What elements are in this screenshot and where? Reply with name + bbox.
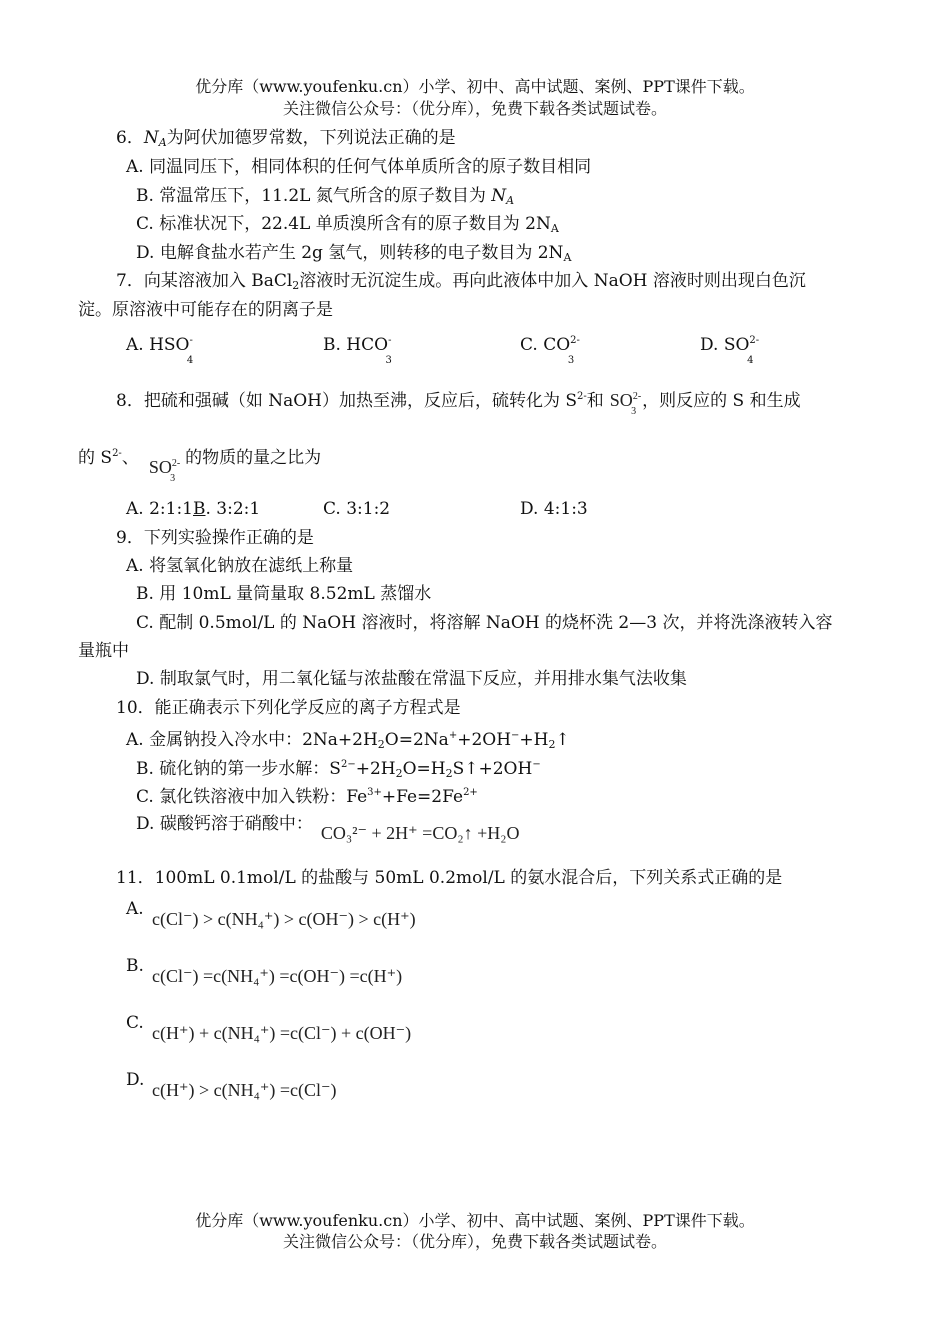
q9-option-c-line-2: 量瓶中 bbox=[78, 641, 129, 661]
q10-option-a: A. 金属钠投入冷水中：$2Na+2H_2O=2Na^++2OH^-+H_2↑$ bbox=[126, 730, 570, 751]
q11-option-d-label: D. bbox=[126, 1070, 145, 1090]
q8-option-a-b: A. 2:1:1B. 3:2:1 bbox=[126, 499, 261, 519]
q8-stem-line-2: 的 $S^{2-}$、 $SO^{2-}_3$的物质的量之比为 bbox=[78, 448, 322, 484]
q11-option-a-label: A. bbox=[126, 899, 144, 919]
q9-option-a: A. 将氢氧化钠放在滤纸上称量 bbox=[126, 556, 354, 576]
q6-option-d: D. 电解食盐水若产生 2g 氢气，则转移的电子数目为 $2N_A$ bbox=[136, 243, 572, 264]
q9-option-c-line-1: C. 配制 0.5mol/L 的 NaOH 溶液时，将溶解 NaOH 的烧杯洗 2—3 次，并将洗涤液转入容 bbox=[136, 613, 833, 633]
q7-stem-line-1: 7．向某溶液加入 BaCl$_2$溶液时无沉淀生成。再向此液体中加入 NaOH 溶液时则出现白色沉 bbox=[116, 271, 806, 292]
q6-option-a: A. 同温同压下，相同体积的任何气体单质所含的原子数目相同 bbox=[126, 157, 592, 177]
q7-option-b: B. $HCO^-_3$ bbox=[323, 335, 392, 366]
q10-option-b: B. 硫化钠的第一步水解：$S^{2-}+2H_2O=H_2S↑+2OH^-$ bbox=[136, 759, 541, 780]
q7-option-d: D. $SO^{2-}_4$ bbox=[700, 335, 760, 366]
footer-line-1: 优分库（www.youfenku.cn）小学、初中、高中试题、案例、PPT课件下载。 bbox=[195, 1211, 755, 1230]
q8-option-c: C. 3:1:2 bbox=[323, 499, 391, 519]
q6-option-b: B. 常温常压下，11.2L 氮气所含的原子数目为 $N_A$ bbox=[136, 186, 515, 207]
q10-stem: 10．能正确表示下列化学反应的离子方程式是 bbox=[116, 698, 461, 718]
q10-option-c: C. 氯化铁溶液中加入铁粉：$Fe^{3+}+Fe=2Fe^{2+}$ bbox=[136, 787, 478, 807]
q10-option-d: D. 碳酸钙溶于硝酸中： CO₃²⁻ + 2H⁺ =CO₂↑ +H₂O bbox=[136, 814, 520, 843]
sulfite-formula: $SO^{2-}_3$ bbox=[609, 390, 642, 417]
q8-stem-line-1: 8．把硫和强碱（如 NaOH）加热至沸，反应后，硫转化为 $S^{2-}$和 $SO^{2-}_3$，则反应的 S 和生成 bbox=[116, 390, 801, 417]
q11-stem: 11．100mL 0.1mol/L 的盐酸与 50mL 0.2mol/L 的氨水混合后，下列关系式正确的是 bbox=[116, 868, 783, 888]
q11-option-a-formula: c(Cl⁻) > c(NH₄⁺) > c(OH⁻) > c(H⁺) bbox=[152, 909, 416, 929]
q9-stem: 9．下列实验操作正确的是 bbox=[116, 528, 314, 548]
q11-option-b-label: B. bbox=[126, 956, 144, 976]
q11-option-c-label: C. bbox=[126, 1013, 144, 1033]
sulfite-formula-2: $SO^{2-}_3$ bbox=[148, 457, 181, 484]
footer-line-2: 关注微信公众号：（优分库），免费下载各类试题试卷。 bbox=[282, 1232, 667, 1251]
q11-option-c-formula: c(H⁺) + c(NH₄⁺) =c(Cl⁻) + c(OH⁻) bbox=[152, 1023, 412, 1043]
q9-option-b: B. 用 10mL 量筒量取 8.52mL 蒸馏水 bbox=[136, 584, 432, 604]
q7-option-c: C. $CO^{2-}_3$ bbox=[520, 335, 580, 366]
q10-d-formula: CO₃²⁻ + 2H⁺ =CO₂↑ +H₂O bbox=[320, 823, 520, 843]
q7-stem-line-2: 淀。原溶液中可能存在的阴离子是 bbox=[78, 300, 333, 320]
q11-option-b-formula: c(Cl⁻) =c(NH₄⁺) =c(OH⁻) =c(H⁺) bbox=[152, 966, 403, 986]
q9-option-d: D. 制取氯气时，用二氧化锰与浓盐酸在常温下反应，并用排水集气法收集 bbox=[136, 669, 687, 689]
q6-option-c: C. 标准状况下，22.4L 单质溴所含有的原子数目为 $2N_A$ bbox=[136, 214, 559, 235]
header-line-1: 优分库（www.youfenku.cn）小学、初中、高中试题、案例、PPT课件下载。 bbox=[195, 77, 755, 96]
q8-option-d: D. 4:1:3 bbox=[520, 499, 588, 519]
q6-stem: 6．$N_A$为阿伏加德罗常数，下列说法正确的是 bbox=[116, 128, 456, 149]
q7-option-a: A. $HSO^-_4$ bbox=[126, 335, 194, 366]
q11-option-d-formula: c(H⁺) > c(NH₄⁺) =c(Cl⁻) bbox=[152, 1080, 337, 1100]
header-line-2: 关注微信公众号：（优分库），免费下载各类试题试卷。 bbox=[282, 99, 667, 118]
